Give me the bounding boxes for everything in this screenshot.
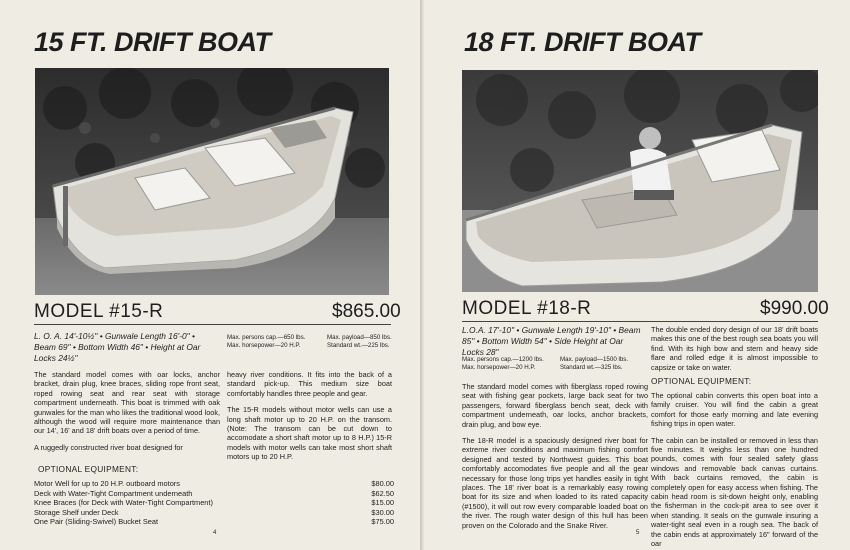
model-18-horsepower: Max. horsepower—20 H.P. xyxy=(462,364,536,371)
equipment-row xyxy=(34,508,394,518)
model-15-horsepower: Max. horsepower—20 H.P. xyxy=(227,342,301,349)
model-18-equipment-heading: OPTIONAL EQUIPMENT: xyxy=(651,376,752,386)
paragraph: The standard model comes with fiberglass roped rowing seat with fishing gear pockets, large back seat for two passengers, forward fiberglass bench seat, deck with compartment underneath, oar locks, anchor brackets, drain plug, and bow eye. xyxy=(462,382,648,429)
right-page-title: 18 FT. DRIFT BOAT xyxy=(464,27,701,57)
equipment-price: $30.00 xyxy=(371,507,394,517)
model-18-payload: Max. payload—1500 lbs. xyxy=(560,356,629,363)
equipment-price: $62.50 xyxy=(371,488,394,498)
equipment-price: $15.00 xyxy=(371,498,394,508)
paragraph: The 18-R model is a spaciously designed river boat for extreme river conditions and maximum fishing comfort designed and tested by Northwest guides. This boat comfortably accomodates five people and all the gear necessary for those long trips yet handles easily in tight places. The 18' river boat is a remarkably easy rowing boat for its size and when loaded to its rated capacity (#1500), it will out row every comparable loaded boat on the river. The rough water design of this hull has been proven on the Colorado and the Snake River. xyxy=(462,436,648,530)
boat-15-photo xyxy=(35,68,389,295)
right-page xyxy=(426,0,850,550)
equipment-price: $75.00 xyxy=(371,517,394,527)
model-18-cabin-description xyxy=(651,391,818,550)
model-15-equipment-heading: OPTIONAL EQUIPMENT: xyxy=(38,464,139,474)
equipment-price: $80.00 xyxy=(371,479,394,488)
model-15-price: $865.00 xyxy=(332,301,401,322)
model-18-label: MODEL #18-R xyxy=(462,298,592,319)
equipment-item: Deck with Water-Tight Compartment underneath xyxy=(34,488,193,498)
model-18-specs: L.O.A. 17'-10" • Gunwale Length 19'-10" • Beam 85" • Bottom Width 54" • Side Height at Oar Locks 28" xyxy=(462,325,641,357)
paragraph: The 15-R models without motor wells can use a long shaft motor up to 20 H.P. on the transom. (Note: The transom can be cut down to accomodate a short shaft motor up to 8 H.P.) 15-R models with motor wells can take most short shaft motors up to 20 H.P. xyxy=(227,405,392,462)
left-page xyxy=(0,0,424,550)
model-18-price: $990.00 xyxy=(760,298,829,319)
equipment-item: One Pair (Sliding-Swivel) Bucket Seat xyxy=(34,517,159,527)
boat-18-photo xyxy=(462,70,818,292)
model-15-equipment-list xyxy=(34,479,394,527)
equipment-row xyxy=(34,479,394,489)
right-divider xyxy=(462,321,818,322)
paragraph: The standard model comes with oar locks, anchor bracket, drain plug, knee braces, sliding rope front seat, roped rowing seat and rear seat with storage compartment underneath. This boat is trimmed with oak gunwales for the man who likes the traditional wood look, although the wood will require more maintenance than our 14', 16' and 18' drift boats over a period of time. xyxy=(34,370,220,436)
model-15-label: MODEL #15-R xyxy=(34,301,164,322)
paragraph: heavy river conditions. It fits into the back of a standard pick-up. This medium size boat comfortably handles three people and gear. xyxy=(227,370,392,398)
model-15-persons: Max. persons cap.—650 lbs. xyxy=(227,334,306,341)
paragraph: The cabin can be installed or removed in less than five minutes. It weighs less than one hundred pounds, comes with four sealed safety glass windows and removable back canvas curtains. With back curtains removed, the cabin is completely open for easy access when fishing. The cabin head room is sit-down height only, enabling the fisherman in the cock-pit area to see over it when standing. It seals on the gunwale insuring a water-tight seal even in a rough sea. The back of the cabin ends at approximately 16" forward of the oar xyxy=(651,435,818,549)
paragraph: The double ended dory design of our 18' drift boats makes this one of the best rough sea boats you will find. With its high bow and stern and heavy side flare and rolled edge it is almost impossible to capsize or take on water. xyxy=(651,325,818,372)
model-18-description-col2 xyxy=(651,325,818,379)
boat-18-illustration xyxy=(462,70,818,292)
page-number-4: 4 xyxy=(213,530,217,536)
model-15-description-col1 xyxy=(34,370,220,459)
equipment-item: Storage Shelf under Deck xyxy=(34,507,119,517)
model-15-description-col2 xyxy=(227,370,392,469)
equipment-item: Motor Well for up to 20 H.P. outboard motors xyxy=(34,479,180,488)
equipment-row xyxy=(34,517,394,527)
equipment-item: Knee Braces (for Deck with Water-Tight Compartment) xyxy=(34,498,213,508)
equipment-row xyxy=(34,498,394,508)
left-page-title: 15 FT. DRIFT BOAT xyxy=(34,27,271,57)
model-15-weight: Standard wt.—225 lbs. xyxy=(327,342,390,349)
model-15-payload: Max. payload—850 lbs. xyxy=(327,334,392,341)
paragraph: The optional cabin converts this open boat into a family cruiser. You will find the cabin a great comfort for those early morning and late evening fishing trips in open water. xyxy=(651,391,818,429)
model-15-specs: L. O. A. 14'-10½" • Gunwale Length 16'-0" • Beam 69" • Bottom Width 46" • Height at Oar Locks 24½" xyxy=(34,331,201,363)
boat-15-illustration xyxy=(35,68,389,295)
model-18-description-col1 xyxy=(462,382,648,537)
paragraph: A ruggedly constructed river boat designed for xyxy=(34,442,183,452)
model-18-weight: Standard wt.—325 lbs. xyxy=(560,364,623,371)
equipment-row xyxy=(34,489,394,499)
page-number-5: 5 xyxy=(636,530,640,536)
left-divider xyxy=(34,324,391,325)
model-18-persons: Max. persons cap.—1200 lbs. xyxy=(462,356,544,363)
